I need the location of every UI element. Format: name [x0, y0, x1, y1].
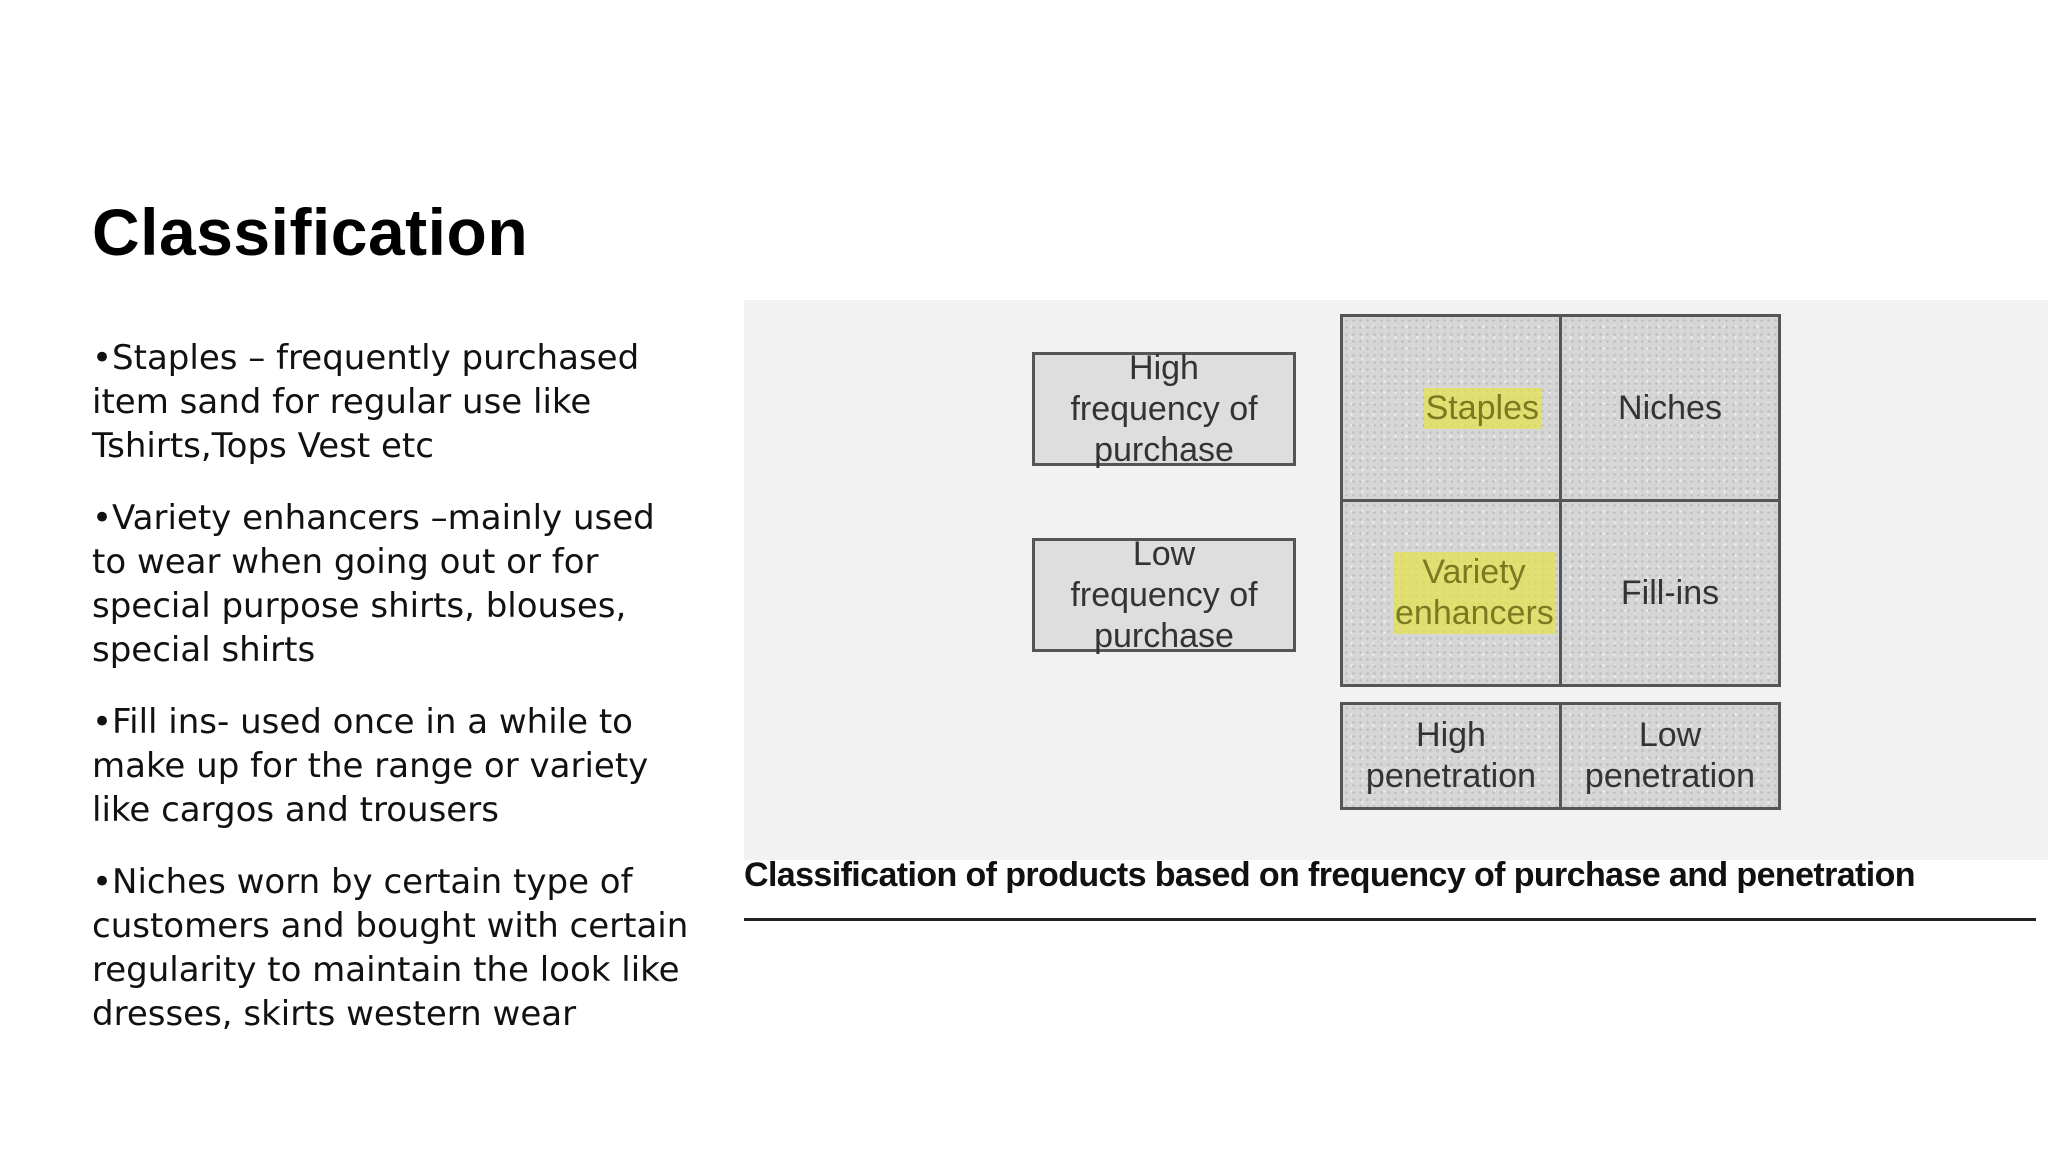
bullet-niches: •Niches worn by certain type of customers and bought with certain regularity to maintain the look like dresses, skirts western wear [92, 862, 689, 1034]
matrix-cell-staples: Staples [1340, 314, 1562, 502]
matrix-cell-fill-ins: Fill-ins [1559, 499, 1781, 687]
matrix-cell-niches: Niches [1559, 314, 1781, 502]
row-label-high-frequency: High frequency of purchase [1032, 352, 1296, 466]
bullet-variety-enhancers: •Variety enhancers –mainly used to wear when going out or for special purpose shirts, blouses, special shirts [92, 498, 655, 670]
bullet-staples: •Staples – frequently purchased item sand for regular use like Tshirts,Tops Vest etc [92, 338, 640, 466]
classification-figure [744, 300, 2048, 860]
column-label-high-penetration: High penetration [1340, 702, 1562, 810]
column-label-low-penetration: Low penetration [1559, 702, 1781, 810]
bullet-fill-ins: •Fill ins- used once in a while to make up for the range or variety like cargos and trousers [92, 702, 649, 830]
figure-caption: Classification of products based on frequency of purchase and penetration [744, 856, 1915, 894]
matrix-cell-variety-enhancers: Variety enhancers [1340, 499, 1562, 687]
row-label-low-frequency: Low frequency of purchase [1032, 538, 1296, 652]
bullet-list [92, 336, 692, 1064]
caption-underline [744, 918, 2036, 921]
slide-title: Classification [92, 195, 529, 269]
